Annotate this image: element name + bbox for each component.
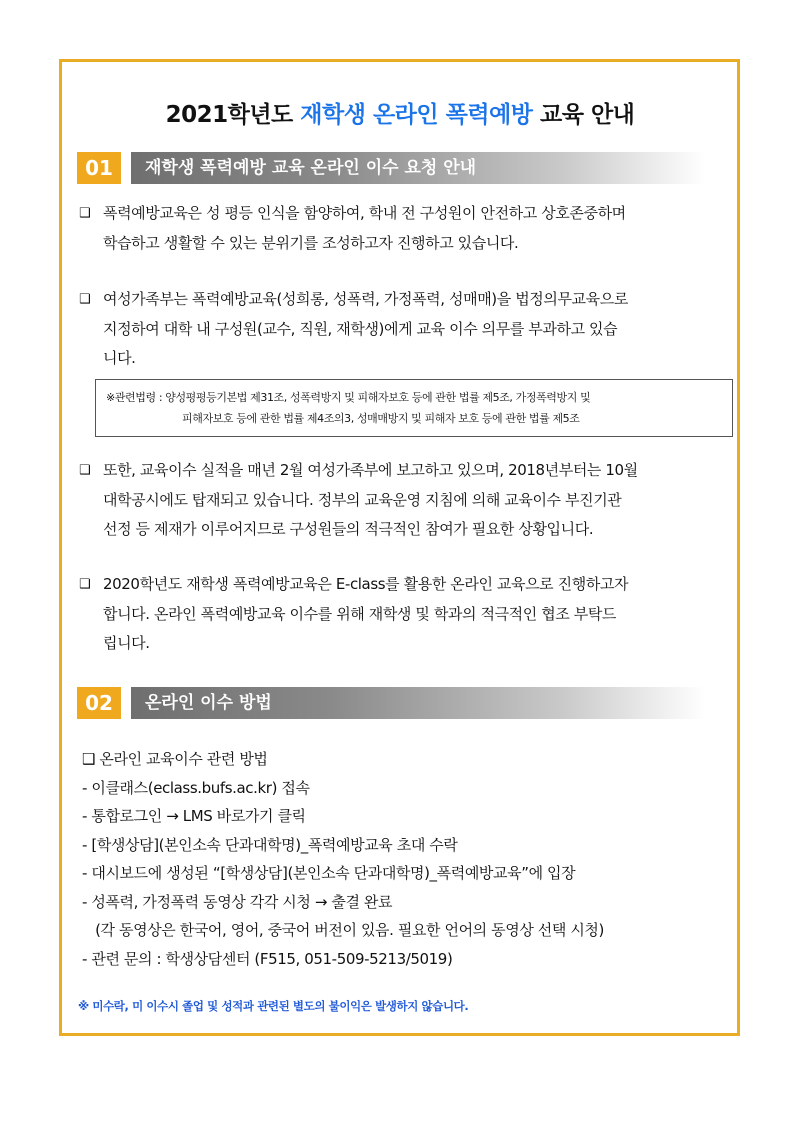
bullet-icon: ❑ <box>79 292 91 307</box>
paragraph-line: 2020학년도 재학생 폭력예방교육은 E-class를 활용한 온라인 교육으로 진행하고자 <box>103 575 629 593</box>
paragraph-line: 선정 등 제재가 이루어지므로 구성원들의 적극적인 참여가 필요한 상황입니다. <box>103 520 594 538</box>
section-1-heading: 재학생 폭력예방 교육 온라인 이수 요청 안내 <box>131 152 705 184</box>
paragraph-3 <box>79 456 741 545</box>
bullet-icon: ❑ <box>79 463 91 478</box>
paragraph-line: 니다. <box>103 349 136 367</box>
related-law-box <box>95 379 733 437</box>
section-2-number: 02 <box>77 687 121 719</box>
paragraph-line: 폭력예방교육은 성 평등 인식을 함양하여, 학내 전 구성원이 안전하고 상호존중하며 <box>103 204 626 222</box>
paragraph-2 <box>79 285 741 374</box>
paragraph-line: 립니다. <box>103 634 150 652</box>
section-1-number: 01 <box>77 152 121 184</box>
bullet-icon: ❑ <box>79 206 91 221</box>
list-item: - 관련 문의 : 학생상담센터 (F515, 051-509-5213/5019) <box>82 949 453 968</box>
list-item: - 통합로그인 → LMS 바로가기 클릭 <box>82 807 306 825</box>
list-item: - 성폭력, 가정폭력 동영상 각각 시청 → 출결 완료 <box>82 892 393 911</box>
paragraph-line: 대학공시에도 탑재되고 있습니다. 정부의 교육운영 지침에 의해 교육이수 부진기관 <box>103 490 622 509</box>
paragraph-4 <box>79 570 741 659</box>
law-line-1: ※관련법령 : 양성평평등기본법 제31조, 성폭력방지 및 피해자보호 등에 관한 법률 제5조, 가정폭력방지 및 <box>106 391 591 404</box>
list-item: ❑ 온라인 교육이수 관련 방법 <box>82 750 268 768</box>
bullet-icon: ❑ <box>79 577 91 592</box>
paragraph-line: 또한, 교육이수 실적을 매년 2월 여성가족부에 보고하고 있으며, 2018년부터는 10월 <box>103 461 638 479</box>
list-item: - 대시보드에 생성된 “[학생상담](본인소속 단과대학명)_폭력예방교육”에 입장 <box>82 864 576 882</box>
paragraph-1 <box>79 199 741 258</box>
section-2-heading: 온라인 이수 방법 <box>131 687 705 719</box>
paragraph-line: 여성가족부는 폭력예방교육(성희롱, 성폭력, 가정폭력, 성매매)을 법정의무교육으로 <box>103 290 628 308</box>
title-suffix: 교육 안내 <box>532 102 635 128</box>
paragraph-line: 합니다. 온라인 폭력예방교육 이수를 위해 재학생 및 학과의 적극적인 협조 부탁드 <box>103 604 617 623</box>
list-item: (각 동영상은 한국어, 영어, 중국어 버전이 있음. 필요한 언어의 동영상 선택 시청) <box>82 921 604 939</box>
footer-note: ※ 미수락, 미 이수시 졸업 및 성적과 관련된 별도의 불이익은 발생하지 않습니다. <box>78 999 469 1013</box>
method-list <box>82 745 742 973</box>
title-prefix: 2021학년도 <box>165 102 301 128</box>
document-title <box>62 96 738 129</box>
paragraph-line: 학습하고 생활할 수 있는 분위기를 조성하고자 진행하고 있습니다. <box>103 233 519 252</box>
law-line-2: 피해자보호 등에 관한 법률 제4조의3, 성매매방지 및 피해자 보호 등에 관한 법률 제5조 <box>182 412 580 425</box>
title-highlight: 재학생 온라인 폭력예방 <box>300 102 533 128</box>
paragraph-line: 지정하여 대학 내 구성원(교수, 직원, 재학생)에게 교육 이수 의무를 부과하고 있습 <box>103 319 618 338</box>
list-item: - 이클래스(eclass.bufs.ac.kr) 접속 <box>82 778 310 797</box>
list-item: - [학생상담](본인소속 단과대학명)_폭력예방교육 초대 수락 <box>82 835 458 854</box>
